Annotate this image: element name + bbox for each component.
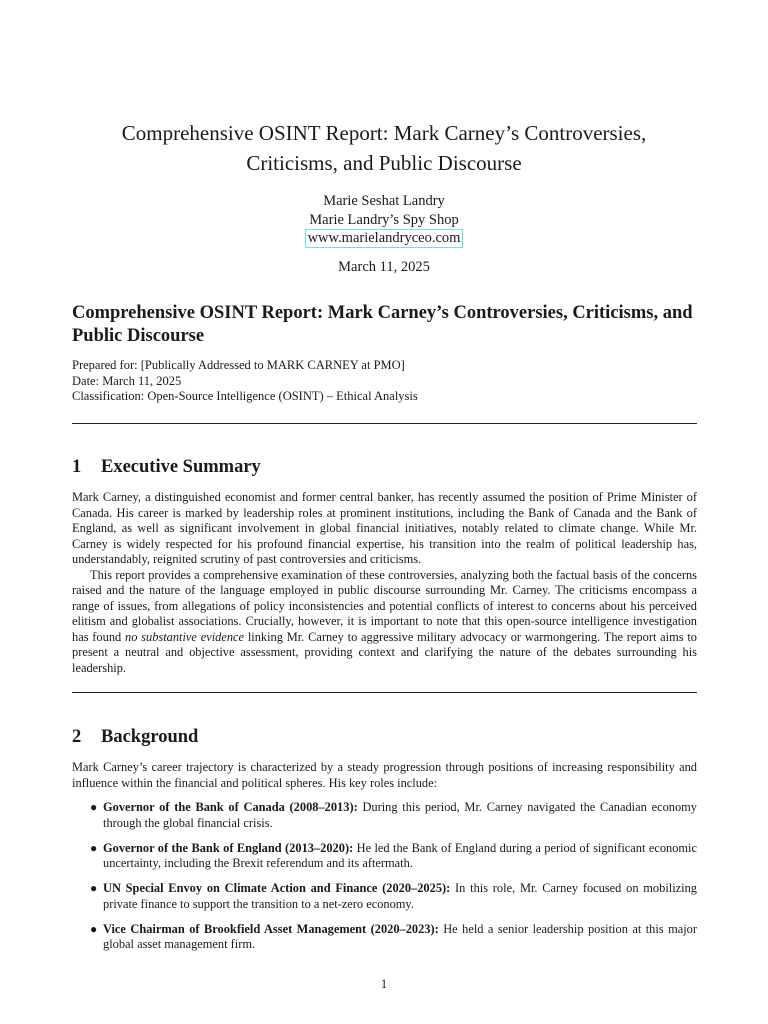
document-title bbox=[60, 118, 708, 178]
bullet-icon: ● bbox=[90, 840, 98, 855]
section-title: Executive Summary bbox=[101, 457, 261, 477]
author-organization: Marie Landry’s Spy Shop bbox=[309, 211, 459, 228]
emphasis-text: no substantive evidence bbox=[125, 629, 245, 644]
section-divider bbox=[72, 692, 697, 693]
list-item: ● Governor of the Bank of England (2013–2020): He led the Bank of England during a period of significant economic uncertainty, including the Brexit referendum and its aftermath. bbox=[90, 840, 697, 870]
website-link[interactable]: www.marielandryceo.com bbox=[305, 229, 464, 248]
section-heading-background bbox=[72, 727, 700, 748]
report-heading: Comprehensive OSINT Report: Mark Carney’s Controversies, Criticisms, and Public Discourse bbox=[72, 303, 693, 346]
bullet-icon: ● bbox=[90, 881, 98, 895]
list-item: ● UN Special Envoy on Climate Action and Finance (2020–2025): In this role, Mr. Carney focused on mobilizing private finance to support the transition to a net-zero economy. bbox=[90, 881, 697, 911]
executive-summary-paragraph-2: This report provides a comprehensive examination of these controversies, analyzing both the factual basis of the concerns raised and the nature of the language employed in public discourse surrounding Mr. Carney. The criticisms encompass a range of issues, from allegations of policy inconsistencies and potential conflicts of interest to concerns about his perceived elitism and globalist associations. Crucially, however, it is important to note that this open-source intelligence investigation has found no substantive evidence linking Mr. Carney to aggressive military advocacy or warmongering. The report aims to present a neutral and objective assessment, providing context and clarifying the nature of the debates surrounding his leadership. bbox=[72, 567, 697, 675]
prepared-for: Prepared for: [Publically Addressed to MARK CARNEY at PMO] bbox=[72, 358, 405, 372]
classification: Classification: Open-Source Intelligence (OSINT) – Ethical Analysis bbox=[72, 389, 418, 403]
executive-summary-paragraph-1: Mark Carney, a distinguished economist and former central banker, has recently assumed the position of Prime Minister of Canada. His career is marked by leadership roles at prominent institutions, including the Bank of Canada and the Bank of England, as well as significant involvement in global financial initiatives, notably related to climate change. While Mr. Carney is widely respected for his profound financial expertise, his transition into the realm of political leadership has, understandably, reignited scrutiny of past controversies and criticisms. bbox=[72, 490, 697, 566]
report-meta bbox=[72, 358, 700, 405]
author-name: Marie Seshat Landry bbox=[323, 193, 445, 209]
background-intro: Mark Carney’s career trajectory is characterized by a steady progression through positions of increasing responsibility and influence within the financial and political spheres. His key roles include: bbox=[72, 760, 697, 790]
page-number: 1 bbox=[380, 977, 388, 991]
document-date: March 11, 2025 bbox=[338, 259, 430, 275]
bullet-icon: ● bbox=[90, 921, 98, 936]
career-roles-list bbox=[72, 800, 697, 962]
section-heading-executive-summary bbox=[72, 457, 700, 478]
document-title-line-1: Comprehensive OSINT Report: Mark Carney’s Controversies, bbox=[121, 121, 647, 145]
section-divider bbox=[72, 423, 697, 424]
report-date: Date: March 11, 2025 bbox=[72, 373, 182, 388]
list-item: ● Governor of the Bank of Canada (2008–2013): During this period, Mr. Carney navigated the Canadian economy through the global financial crisis. bbox=[90, 800, 697, 830]
section-number: 2 bbox=[72, 727, 82, 747]
section-title: Background bbox=[101, 727, 199, 747]
bullet-icon: ● bbox=[90, 800, 98, 814]
list-item: ● Vice Chairman of Brookfield Asset Management (2020–2023): He held a senior leadership position at this major global asset management firm. bbox=[90, 921, 697, 951]
section-number: 1 bbox=[72, 457, 82, 477]
executive-summary-body bbox=[72, 490, 697, 676]
document-title-line-2: Criticisms, and Public Discourse bbox=[246, 151, 522, 175]
author-block bbox=[60, 192, 708, 248]
